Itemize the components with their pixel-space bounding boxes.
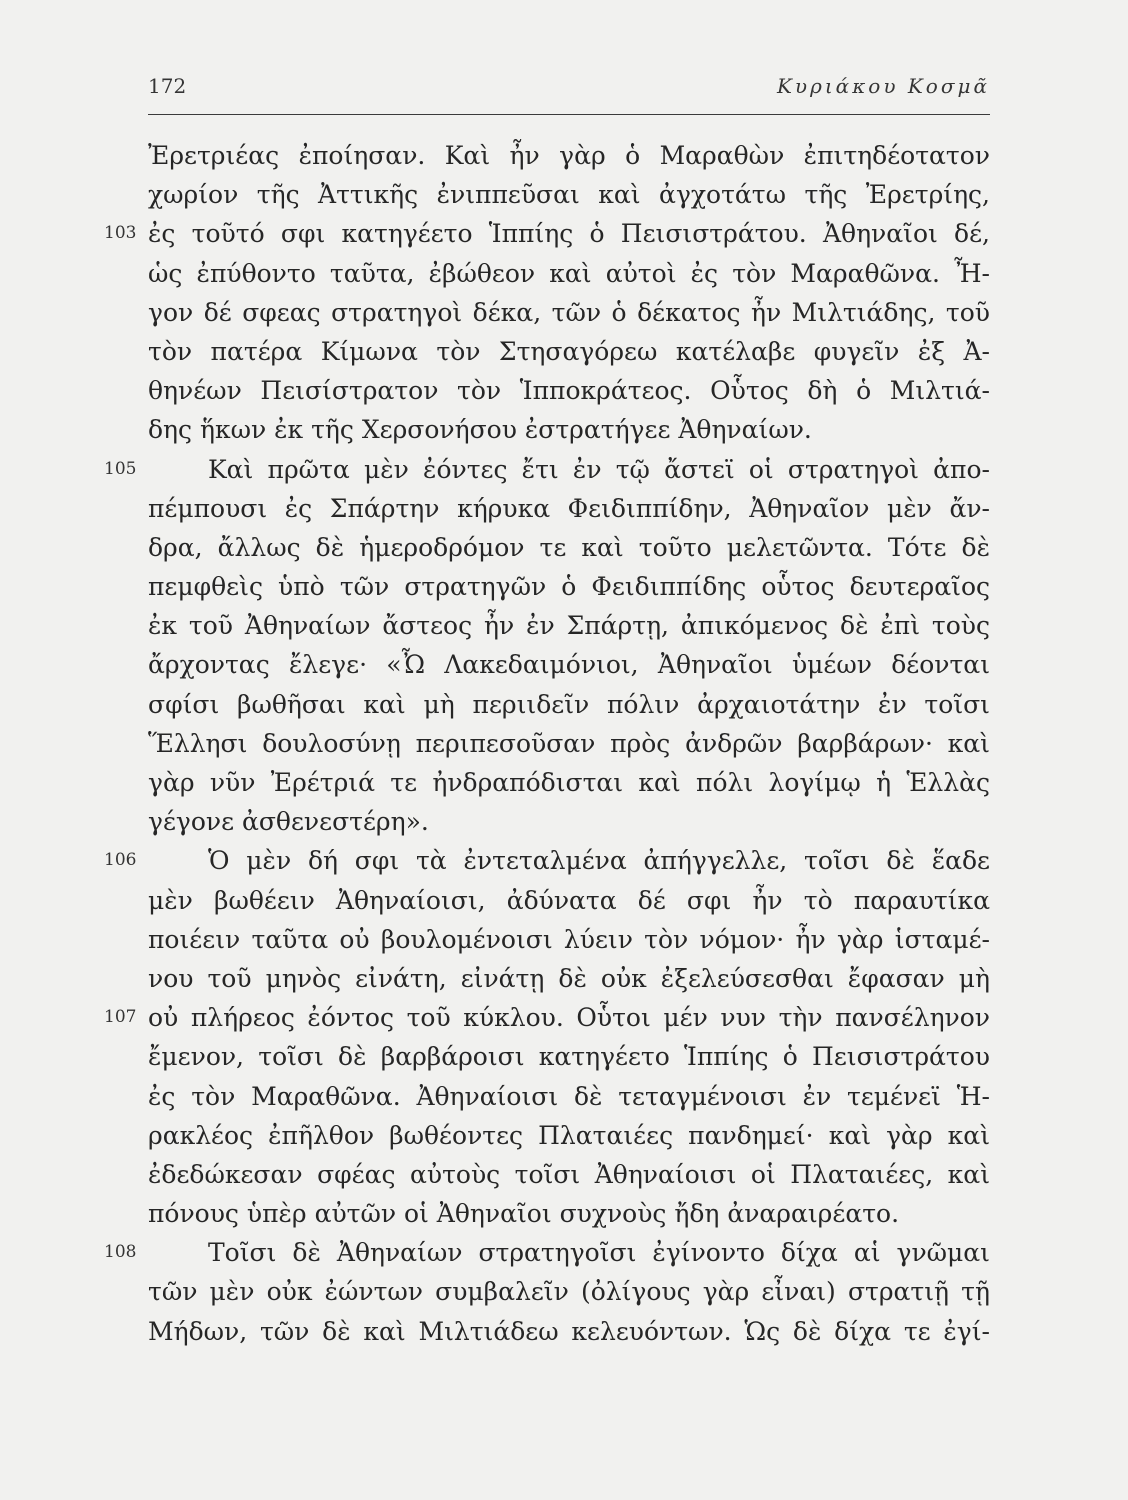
text-line xyxy=(148,567,990,606)
section-number: 105 xyxy=(104,458,137,479)
text-line xyxy=(148,645,990,684)
line-text: ἐδεδώκεσαν σφέας αὐτοὺς τοῖσι Ἀθηναίοισι οἱ Πλαταιέες, καὶ xyxy=(148,1159,990,1189)
line-text: ἐς τὸν Μαραθῶνα. Ἀθηναίοισι δὲ τεταγμένοισι ἐν τεμένεϊ Ἡ- xyxy=(148,1081,990,1111)
line-text: δης ἥκων ἐκ τῆς Χερσονήσου ἐστρατήγεε Ἀθηναίων. xyxy=(148,415,812,445)
line-text: οὐ πλήρεος ἐόντος τοῦ κύκλου. Οὗτοι μέν νυν τὴν πανσέληνον xyxy=(148,1003,990,1033)
line-text: γὰρ νῦν Ἐρέτριά τε ἠνδραπόδισται καὶ πόλι λογίμῳ ἡ Ἑλλὰς xyxy=(148,768,990,797)
line-text: θηνέων Πεισίστρατον τὸν Ἱπποκράτεος. Οὗτος δὴ ὁ Μιλτιά- xyxy=(148,376,990,406)
line-text: γον δέ σφεας στρατηγοὶ δέκα, τῶν ὁ δέκατος ἦν Μιλτιάδης, τοῦ xyxy=(148,297,990,327)
text-line xyxy=(148,528,990,567)
line-text: ποιέειν ταῦτα οὐ βουλομένοισι λύειν τὸν νόμον· ἦν γὰρ ἱσταμέ- xyxy=(148,924,990,954)
line-text: Ἕλλησι δουλοσύνῃ περιπεσοῦσαν πρὸς ἀνδρῶν βαρβάρων· καὶ xyxy=(148,728,990,758)
line-text: ἄρχοντας ἔλεγε· «Ὦ Λακεδαιμόνιοι, Ἀθηναῖοι ὑμέων δέονται xyxy=(148,650,990,680)
text-line xyxy=(148,763,990,802)
text-line xyxy=(148,254,990,293)
text-line xyxy=(148,920,990,959)
text-line xyxy=(148,724,990,763)
section-number: 103 xyxy=(104,223,137,244)
line-text: δρα, ἄλλως δὲ ἡμεροδρόμον τε καὶ τοῦτο μελετῶντα. Τότε δὲ xyxy=(148,532,990,562)
text-line xyxy=(148,1194,990,1233)
page-header xyxy=(148,74,990,115)
text-line xyxy=(148,1077,990,1116)
text-line xyxy=(148,136,990,175)
text-line xyxy=(148,1116,990,1155)
line-text: μὲν βωθέειν Ἀθηναίοισι, ἀδύνατα δέ σφι ἦν τὸ παραυτίκα xyxy=(148,885,990,915)
text-line xyxy=(148,1037,990,1076)
line-text: πεμφθεὶς ὑπὸ τῶν στρατηγῶν ὁ Φειδιππίδης οὗτος δευτεραῖος xyxy=(148,572,990,602)
text-line xyxy=(104,1233,990,1272)
line-text: χωρίον τῆς Ἀττικῆς ἐνιππεῦσαι καὶ ἀγχοτάτω τῆς Ἐρετρίης, xyxy=(148,180,990,210)
text-line xyxy=(148,332,990,371)
line-text: Ἐρετριέας ἐποίησαν. Καὶ ἦν γὰρ ὁ Μαραθὼν ἐπιτηδέοτατον xyxy=(148,141,990,170)
line-text: σφίσι βωθῆσαι καὶ μὴ περιιδεῖν πόλιν ἀρχαιοτάτην ἐν τοῖσι xyxy=(148,689,990,719)
line-text: νου τοῦ μηνὸς εἰνάτη, εἰνάτῃ δὲ οὐκ ἐξελεύσεσθαι ἔφασαν μὴ xyxy=(148,963,990,993)
text-line xyxy=(104,214,990,253)
text-line xyxy=(148,1155,990,1194)
line-text: ἔμενον, τοῖσι δὲ βαρβάροισι κατηγέετο Ἱππίης ὁ Πεισιστράτου xyxy=(148,1042,990,1072)
text-line xyxy=(148,1312,990,1351)
line-text: ἐς τοῦτό σφι κατηγέετο Ἱππίης ὁ Πεισιστράτου. Ἀθηναῖοι δέ, xyxy=(148,219,990,249)
line-text: τὸν πατέρα Κίμωνα τὸν Στησαγόρεω κατέλαβε φυγεῖν ἐξ Ἀ- xyxy=(148,336,990,366)
text-line xyxy=(148,175,990,214)
text-line xyxy=(148,371,990,410)
text-line xyxy=(148,959,990,998)
line-text: ρακλέος ἐπῆλθον βωθέοντες Πλαταιέες πανδημεί· καὶ γὰρ καὶ xyxy=(148,1120,990,1150)
text-line xyxy=(148,685,990,724)
text-line xyxy=(148,881,990,920)
line-text: γέγονε ἀσθενεστέρη». xyxy=(148,807,429,837)
line-text: Τοῖσι δὲ Ἀθηναίων στρατηγοῖσι ἐγίνοντο δίχα αἱ γνῶμαι xyxy=(208,1238,990,1268)
text-line xyxy=(148,606,990,645)
line-text: Μήδων, τῶν δὲ καὶ Μιλτιάδεω κελευόντων. Ὡς δὲ δίχα τε ἐγί- xyxy=(148,1316,990,1346)
page-number: 172 xyxy=(148,74,187,98)
text-line xyxy=(148,489,990,528)
running-head: Κυριάκου Κοσμᾶ xyxy=(776,74,990,98)
line-text: ὡς ἐπύθοντο ταῦτα, ἐβώθεον καὶ αὐτοὶ ἐς τὸν Μαραθῶνα. Ἦ- xyxy=(148,258,990,288)
line-text: τῶν μὲν οὐκ ἐώντων συμβαλεῖν (ὀλίγους γὰρ εἶναι) στρατιῇ τῇ xyxy=(148,1277,990,1307)
line-text: Καὶ πρῶτα μὲν ἐόντες ἔτι ἐν τῷ ἄστεϊ οἱ στρατηγοὶ ἀπο- xyxy=(208,454,990,484)
section-number: 108 xyxy=(104,1242,137,1263)
text-line xyxy=(148,1272,990,1311)
section-number: 106 xyxy=(104,850,137,871)
line-text: ἐκ τοῦ Ἀθηναίων ἄστεος ἦν ἐν Σπάρτῃ, ἀπικόμενος δὲ ἐπὶ τοὺς xyxy=(148,611,990,641)
line-text: Ὁ μὲν δή σφι τὰ ἐντεταλμένα ἀπήγγελλε, τοῖσι δὲ ἕαδε xyxy=(208,846,990,876)
text-line xyxy=(148,293,990,332)
section-number: 107 xyxy=(104,1007,137,1028)
text-line xyxy=(148,802,990,841)
text-line xyxy=(148,410,990,449)
text-line xyxy=(104,841,990,880)
line-text: πέμπουσι ἐς Σπάρτην κήρυκα Φειδιππίδην, Ἀθηναῖον μὲν ἄν- xyxy=(148,493,990,523)
text-line xyxy=(104,998,990,1037)
body-text xyxy=(104,136,990,1351)
line-text: πόνους ὑπὲρ αὐτῶν οἱ Ἀθηναῖοι συχνοὺς ἤδη ἀναραιρέατο. xyxy=(148,1199,900,1229)
text-line xyxy=(104,450,990,489)
